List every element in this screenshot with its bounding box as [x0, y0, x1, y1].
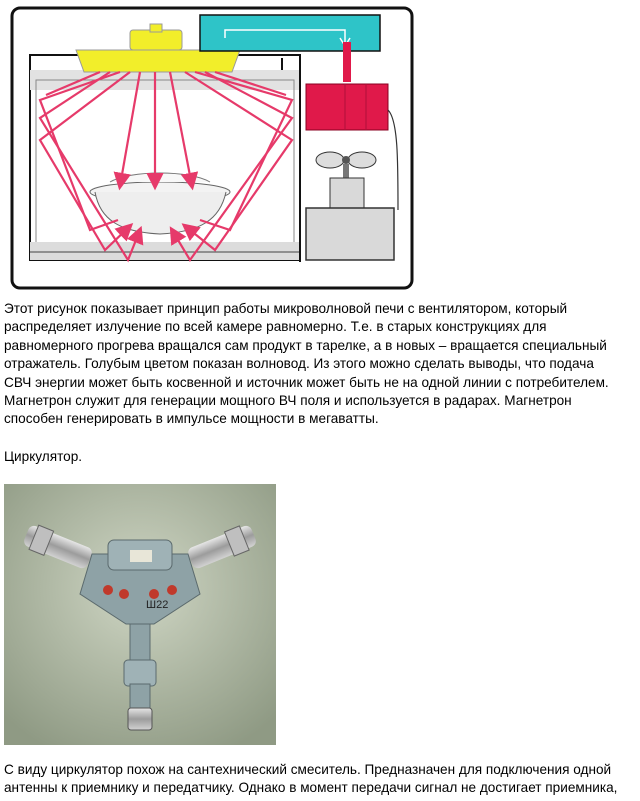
text-line: отражатель. Голубым цветом показан волновод. Из этого можно сделать выводы, что подача	[4, 356, 594, 372]
microwave-diagram	[0, 0, 420, 292]
text-line: равномерного прогрева вращался сам продукт в тарелке, а в новых – вращается специальный	[4, 337, 607, 353]
paragraph-microwave	[4, 300, 609, 429]
circulator-caption: Циркулятор.	[4, 449, 83, 464]
magnetron	[306, 84, 388, 130]
stirrer-fan	[76, 50, 240, 72]
text-line: способен генерировать в импульсе мощности в мегаватты.	[4, 411, 379, 427]
circulator-photo	[4, 484, 276, 745]
fan-motor	[330, 178, 364, 208]
text-line: Магнетрон служит для генерации мощного ВЧ поля и используется в радарах. Магнетрон	[4, 393, 572, 409]
waveguide	[200, 15, 380, 51]
paragraph-circulator	[4, 761, 617, 798]
text-line: С виду циркулятор похож на сантехнический смеситель. Предназначен для подключения одной	[4, 762, 612, 777]
text-line: СВЧ энергии может быть косвенной и источник может быть не на одной линии с потребителем.	[4, 374, 609, 390]
text-line: антенны к приемнику и передатчику. Однако в момент передачи сигнал не достигает приемника,	[4, 780, 618, 796]
text-line: распределяет излучение по всей камере равномерно. Т.е. в старых конструкциях для	[4, 319, 547, 335]
text-line: Этот рисунок показывает принцип работы микроволновой печи с вентилятором, который	[4, 301, 568, 316]
photo-label: Ш22	[146, 599, 169, 611]
